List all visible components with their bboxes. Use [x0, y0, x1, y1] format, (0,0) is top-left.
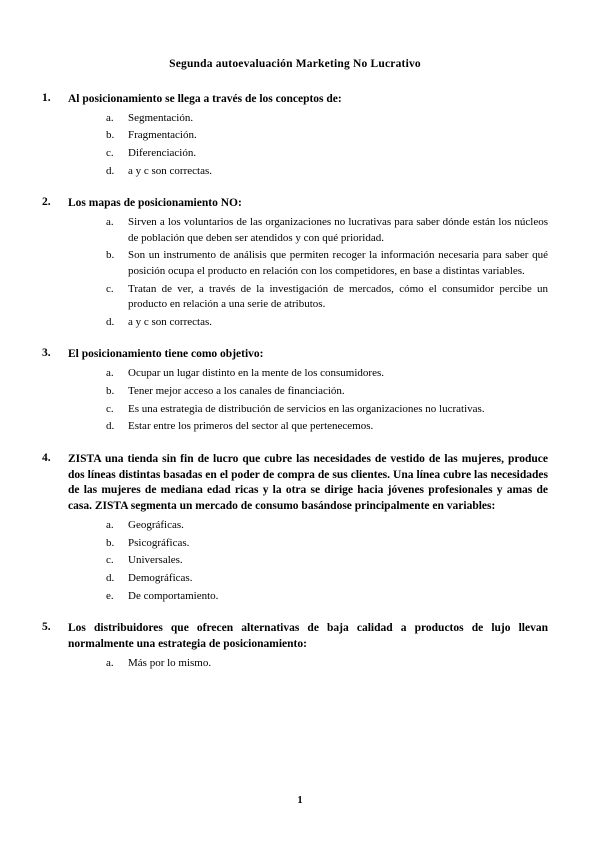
question-number: 2. [42, 196, 51, 209]
option-letter: c. [106, 554, 114, 567]
option-text: Fragmentación. [128, 129, 197, 142]
option-list [68, 518, 548, 604]
option-text: Ocupar un lugar distinto en la mente de los consumidores. [128, 367, 384, 380]
question-number: 4. [42, 451, 51, 464]
question-number: 1. [42, 92, 51, 104]
question-item [42, 92, 548, 179]
option-item [106, 518, 548, 534]
page-title: Segunda autoevaluación Marketing No Lucrativo [169, 58, 421, 70]
option-text: Sirven a los voluntarios de las organizaciones no lucrativas para saber dónde están los núcleos de población que deben ser atendidos y con qué prioridad. [128, 216, 548, 244]
option-letter: a. [106, 519, 114, 532]
option-text: Psicográficas. [128, 536, 190, 549]
option-letter: d. [106, 420, 115, 433]
question-text: Los distribuidores que ofrecen alternativas de baja calidad a productos de lujo llevan normalmente una estrategia de posicionamiento: [68, 622, 548, 651]
option-letter: d. [106, 571, 115, 584]
question-number: 5. [42, 621, 51, 634]
question-text: Los mapas de posicionamiento NO: [68, 197, 242, 210]
option-letter: e. [106, 589, 114, 602]
question-text: Al posicionamiento se llega a través de los conceptos de: [68, 93, 342, 105]
option-item [106, 164, 548, 180]
question-number: 3. [42, 347, 51, 360]
option-item [106, 111, 548, 127]
option-text: Tener mejor acceso a los canales de financiación. [128, 384, 345, 397]
option-letter: a. [106, 111, 114, 124]
option-letter: c. [106, 282, 114, 295]
option-item [106, 536, 548, 552]
option-letter: d. [106, 315, 115, 328]
option-letter: c. [106, 402, 114, 415]
option-text: Segmentación. [128, 111, 194, 124]
option-item [106, 282, 548, 313]
option-letter: b. [106, 249, 115, 262]
option-item [106, 384, 548, 400]
option-item [106, 248, 548, 279]
option-text: Tratan de ver, a través de la investigación de mercados, cómo el consumidor percibe un producto en relación a una serie de atributos. [128, 282, 548, 311]
option-text: a y c son correctas. [128, 164, 212, 177]
option-letter: d. [106, 164, 115, 177]
option-text: Son un instrumento de análisis que permiten recoger la información necesaria para saber qué posición ocupa el producto en relación con los competidores, en base a distintas variables. [128, 249, 548, 277]
option-item [106, 656, 548, 672]
option-list [68, 366, 548, 434]
option-text: Más por lo mismo. [128, 656, 212, 669]
option-text: Universales. [128, 554, 183, 567]
option-text: a y c son correctas. [128, 315, 212, 328]
question-item [42, 347, 548, 434]
option-item [106, 589, 548, 605]
option-item [106, 215, 548, 246]
option-list [68, 215, 548, 330]
option-item [106, 146, 548, 162]
option-letter: b. [106, 129, 115, 142]
option-text: Demográficas. [128, 571, 193, 584]
option-item [106, 315, 548, 331]
question-item [42, 452, 548, 604]
question-text: ZISTA una tienda sin fin de lucro que cubre las necesidades de vestido de las mujeres, produce dos líneas distintas basadas en el poder de compra de sus clientes. Una línea cubre las necesidades de las mujeres de mediana edad ricas y la otra se dirige hacia jóvenes profesionales y amas de casa. ZISTA segmenta un mercado de consumo basándose principalmente en variables: [68, 452, 548, 513]
option-letter: a. [106, 367, 114, 380]
option-letter: a. [106, 656, 114, 669]
question-list [42, 92, 548, 672]
option-item [106, 571, 548, 587]
option-letter: b. [106, 384, 115, 397]
option-item [106, 366, 548, 382]
option-text: De comportamiento. [128, 589, 219, 602]
option-list [68, 656, 548, 672]
option-item [106, 553, 548, 569]
option-item [106, 402, 548, 418]
question-item [42, 196, 548, 330]
option-letter: c. [106, 147, 114, 160]
option-text: Diferenciación. [128, 147, 197, 160]
option-text: Es una estrategia de distribución de servicios en las organizaciones no lucrativas. [128, 402, 485, 415]
option-list [68, 111, 548, 179]
option-item [106, 419, 548, 435]
page-number: 1 [297, 795, 303, 806]
option-item [106, 128, 548, 144]
option-text: Geográficas. [128, 519, 184, 532]
question-text: El posicionamiento tiene como objetivo: [68, 348, 264, 361]
option-letter: a. [106, 216, 114, 229]
question-item [42, 621, 548, 671]
option-text: Estar entre los primeros del sector al que pertenecemos. [128, 420, 374, 433]
option-letter: b. [106, 536, 115, 549]
